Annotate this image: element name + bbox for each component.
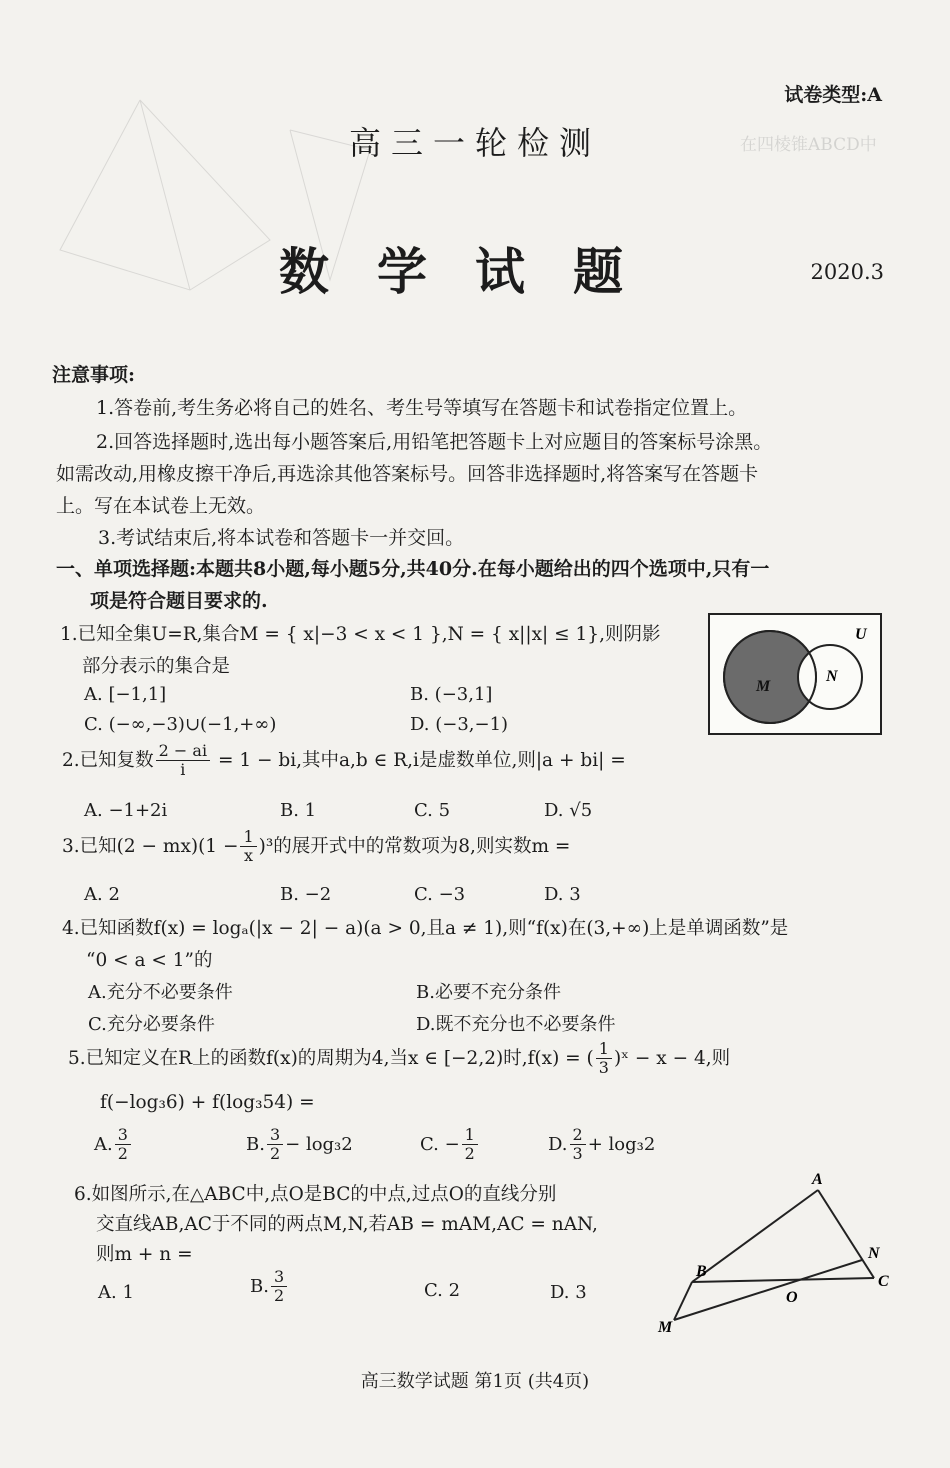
question-3-stem	[62, 828, 570, 866]
question-2-option-b: B. 1	[280, 800, 317, 821]
option-d-suffix: + log₃2	[587, 1133, 656, 1155]
notice-item-2-line-2: 如需改动,用橡皮擦干净后,再选涂其他答案标号。回答非选择题时,将答案写在答题卡	[56, 463, 759, 485]
question-2-fraction	[156, 742, 210, 780]
fraction-denominator: 2	[269, 1144, 281, 1164]
question-4-option-d: D.既不充分也不必要条件	[416, 1014, 616, 1035]
question-3-option-b: B. −2	[280, 884, 332, 905]
exam-title: 高三一轮检测	[348, 124, 601, 162]
fraction-denominator: i	[180, 760, 186, 780]
point-n-label: N	[868, 1245, 880, 1262]
fraction-denominator: 2	[464, 1144, 475, 1164]
subject-title: 数学试题	[279, 242, 671, 301]
question-4-option-c: C.充分必要条件	[88, 1014, 215, 1035]
question-1-option-d: D. (−3,−1)	[410, 714, 509, 735]
line-ab	[692, 1190, 818, 1282]
question-5-prefix: 5.已知定义在R上的函数f(x)的周期为4,当x ∈ [−2,2)时,f(x) = (	[68, 1047, 594, 1069]
fraction-numerator: 1	[596, 1040, 612, 1059]
question-5-fraction	[596, 1040, 612, 1078]
fraction-denominator: 3	[598, 1058, 609, 1078]
section-header-line-1: 一、单项选择题:本题共8小题,每小题5分,共40分.在每小题给出的四个选项中,只有一	[56, 558, 770, 580]
question-5-suffix: )ˣ − x − 4,则	[613, 1047, 731, 1069]
venn-label-u: U	[855, 626, 867, 643]
option-b-suffix: − log₃2	[285, 1133, 353, 1155]
option-d-fraction	[570, 1126, 586, 1164]
venn-label-n: N	[826, 668, 838, 685]
fraction-numerator: 3	[271, 1268, 287, 1287]
exam-date: 2020.3	[810, 260, 884, 284]
bleed-through-text: 在四棱锥ABCD中	[740, 135, 877, 155]
fraction-numerator: 3	[115, 1126, 131, 1145]
notice-item-1: 1.答卷前,考生务必将自己的姓名、考生号等填写在答题卡和试卷指定位置上。	[96, 397, 748, 419]
question-6-line-3: 则m + n =	[96, 1244, 193, 1265]
question-1-line-1: 1.已知全集U=R,集合M = { x|−3 < x < 1 },N = { x||x| ≤ 1},则阴影	[60, 624, 661, 645]
option-letter: A.	[94, 1133, 113, 1155]
question-2-suffix: = 1 − bi,其中a,b ∈ R,i是虚数单位,则|a + bi| =	[212, 749, 626, 771]
notice-item-3: 3.考试结束后,将本试卷和答题卡一并交回。	[98, 527, 465, 549]
question-6-line-1: 6.如图所示,在△ABC中,点O是BC的中点,过点O的直线分别	[74, 1184, 557, 1205]
point-a-label: A	[812, 1171, 823, 1188]
question-5-option-d	[548, 1126, 655, 1164]
question-1-option-b: B. (−3,1]	[410, 684, 493, 705]
fraction-denominator: x	[244, 846, 254, 866]
fraction-numerator: 2	[570, 1126, 586, 1145]
question-3-suffix: )³的展开式中的常数项为8,则实数m =	[258, 835, 571, 857]
point-m-label: M	[658, 1319, 673, 1336]
paper-type-label: 试卷类型:A	[784, 84, 882, 106]
question-3-fraction	[240, 828, 256, 866]
triangle-figure	[648, 1168, 898, 1338]
fraction-denominator: 2	[273, 1286, 285, 1306]
question-4-line-1: 4.已知函数f(x) = logₐ(|x − 2| − a)(a > 0,且a ≠ 1),则“f(x)在(3,+∞)上是单调函数”是	[62, 918, 789, 939]
question-2-stem	[62, 742, 626, 780]
fraction-denominator: 3	[572, 1144, 583, 1164]
question-5-option-c	[420, 1126, 480, 1164]
venn-label-m: M	[756, 678, 771, 695]
question-6-option-d: D. 3	[550, 1282, 587, 1303]
option-letter: B.	[246, 1133, 265, 1155]
question-3-option-a: A. 2	[84, 884, 120, 905]
question-4-option-b: B.必要不充分条件	[416, 982, 561, 1003]
question-2-option-d: D. √5	[544, 800, 593, 821]
question-3-option-c: C. −3	[414, 884, 466, 905]
option-b-fraction	[271, 1268, 287, 1306]
notice-title: 注意事项:	[52, 364, 136, 386]
question-5-option-a	[94, 1126, 133, 1164]
question-1-option-a: A. [−1,1]	[84, 684, 167, 705]
option-letter: D.	[548, 1133, 568, 1155]
question-3-option-d: D. 3	[544, 884, 581, 905]
question-6-line-2: 交直线AB,AC于不同的两点M,N,若AB = mAM,AC = nAN,	[96, 1214, 598, 1235]
question-4-line-2: “0 < a < 1”的	[86, 950, 213, 971]
point-b-label: B	[696, 1263, 707, 1280]
question-3-prefix: 3.已知(2 − mx)(1 −	[62, 835, 239, 857]
option-letter: C. −	[420, 1133, 460, 1155]
question-6-option-c: C. 2	[424, 1280, 461, 1301]
question-5-option-b	[246, 1126, 353, 1164]
question-2-option-a: A. −1+2i	[84, 800, 168, 821]
page-footer: 高三数学试题 第1页 (共4页)	[360, 1371, 590, 1392]
option-b-fraction	[267, 1126, 283, 1164]
venn-diagram	[708, 613, 882, 735]
question-6-option-b	[250, 1268, 289, 1306]
question-6-option-a: A. 1	[98, 1282, 134, 1303]
option-c-fraction	[462, 1126, 478, 1164]
option-letter: B.	[250, 1275, 269, 1297]
line-bc	[692, 1278, 874, 1282]
fraction-numerator: 3	[267, 1126, 283, 1145]
venn-diagram-drawing	[710, 615, 880, 733]
option-a-fraction	[115, 1126, 131, 1164]
point-o-label: O	[786, 1289, 798, 1306]
question-5-stem	[68, 1040, 730, 1078]
fraction-numerator: 1	[240, 828, 256, 847]
notice-item-2-line-1: 2.回答选择题时,选出每小题答案后,用铅笔把答题卡上对应题目的答案标号涂黑。	[96, 431, 773, 453]
question-4-option-a: A.充分不必要条件	[88, 982, 233, 1003]
fraction-denominator: 2	[117, 1144, 128, 1164]
question-5-line-2: f(−log₃6) + f(log₃54) =	[100, 1092, 315, 1113]
question-1-option-c: C. (−∞,−3)∪(−1,+∞)	[84, 714, 277, 735]
section-header-line-2: 项是符合题目要求的.	[90, 590, 268, 612]
question-2-prefix: 2.已知复数	[62, 749, 154, 771]
question-2-option-c: C. 5	[414, 800, 451, 821]
point-c-label: C	[878, 1273, 889, 1290]
notice-item-2-line-3: 上。写在本试卷上无效。	[56, 495, 266, 517]
question-1-line-2: 部分表示的集合是	[82, 656, 231, 677]
fraction-numerator: 2 − ai	[156, 742, 210, 761]
triangle-figure-drawing	[648, 1168, 898, 1338]
fraction-numerator: 1	[462, 1126, 478, 1145]
